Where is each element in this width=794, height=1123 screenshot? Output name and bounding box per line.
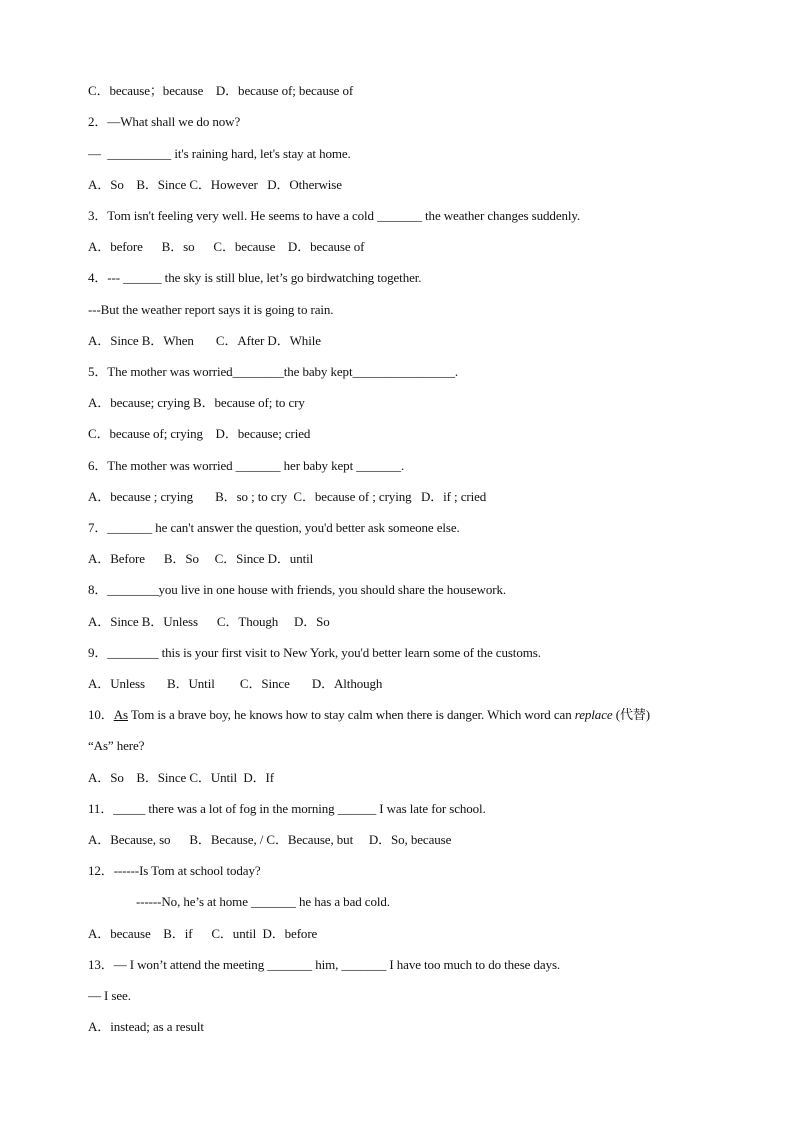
question-11: 11．_____ there was a lot of fog in the morning ______ I was late for school. <box>88 801 486 816</box>
question-6: 6．The mother was worried _______ her baby kept _______. <box>88 458 405 473</box>
question-10 <box>88 707 650 723</box>
text-line: “As” here? <box>88 738 145 753</box>
options-line: A．because ; crying B．so ; to cry C．because of ; crying D．if ; cried <box>88 489 487 504</box>
question-4: 4．--- ______ the sky is still blue, let’s go birdwatching together. <box>88 270 422 285</box>
options-line: A．because; crying B．because of; to cry <box>88 395 305 410</box>
question-2: 2．—What shall we do now? <box>88 114 241 129</box>
options-line: A．Since B．Unless C．Though D．So <box>88 614 330 629</box>
question-12: 12．------Is Tom at school today? <box>88 863 261 878</box>
question-5: 5．The mother was worried________the baby kept________________. <box>88 364 459 379</box>
question-number: 10． <box>88 707 114 722</box>
options-line: A．Unless B．Until C．Since D．Although <box>88 676 383 691</box>
text-line: ------No, he’s at home _______ he has a bad cold. <box>136 894 390 909</box>
text-line: C．because；because D．because of; because of <box>88 83 354 98</box>
options-line: C．because of; crying D．because; cried <box>88 426 311 441</box>
question-tail: (代替) <box>612 707 650 722</box>
question-13: 13．— I won’t attend the meeting _______ him, _______ I have too much to do these days. <box>88 957 561 972</box>
options-line: A．So B．Since C．Until D．If <box>88 770 274 785</box>
options-line: A．Because, so B．Because, / C．Because, but D．So, because <box>88 832 452 847</box>
options-line: A．instead; as a result <box>88 1019 204 1034</box>
question-8: 8．________you live in one house with friends, you should share the housework. <box>88 582 506 597</box>
question-text: Tom is a brave boy, he knows how to stay calm when there is danger. Which word can <box>127 707 575 722</box>
text-line: — I see. <box>88 988 131 1003</box>
options-line: A．Since B．When C．After D．While <box>88 333 321 348</box>
options-line: A．So B．Since C．However D．Otherwise <box>88 177 342 192</box>
question-3: 3．Tom isn't feeling very well. He seems to have a cold _______ the weather changes suddenly. <box>88 208 581 223</box>
underlined-word: As <box>113 707 128 722</box>
options-line: A．Before B．So C．Since D．until <box>88 551 314 566</box>
text-line: ---But the weather report says it is going to rain. <box>88 302 334 317</box>
question-9: 9．________ this is your first visit to New York, you'd better learn some of the customs. <box>88 645 541 660</box>
options-line: A．before B．so C．because D．because of <box>88 239 365 254</box>
text-line: — __________ it's raining hard, let's stay at home. <box>88 146 351 161</box>
options-line: A．because B．if C．until D．before <box>88 926 318 941</box>
question-7: 7．_______ he can't answer the question, you'd better ask someone else. <box>88 520 460 535</box>
italic-word: replace <box>574 707 613 722</box>
